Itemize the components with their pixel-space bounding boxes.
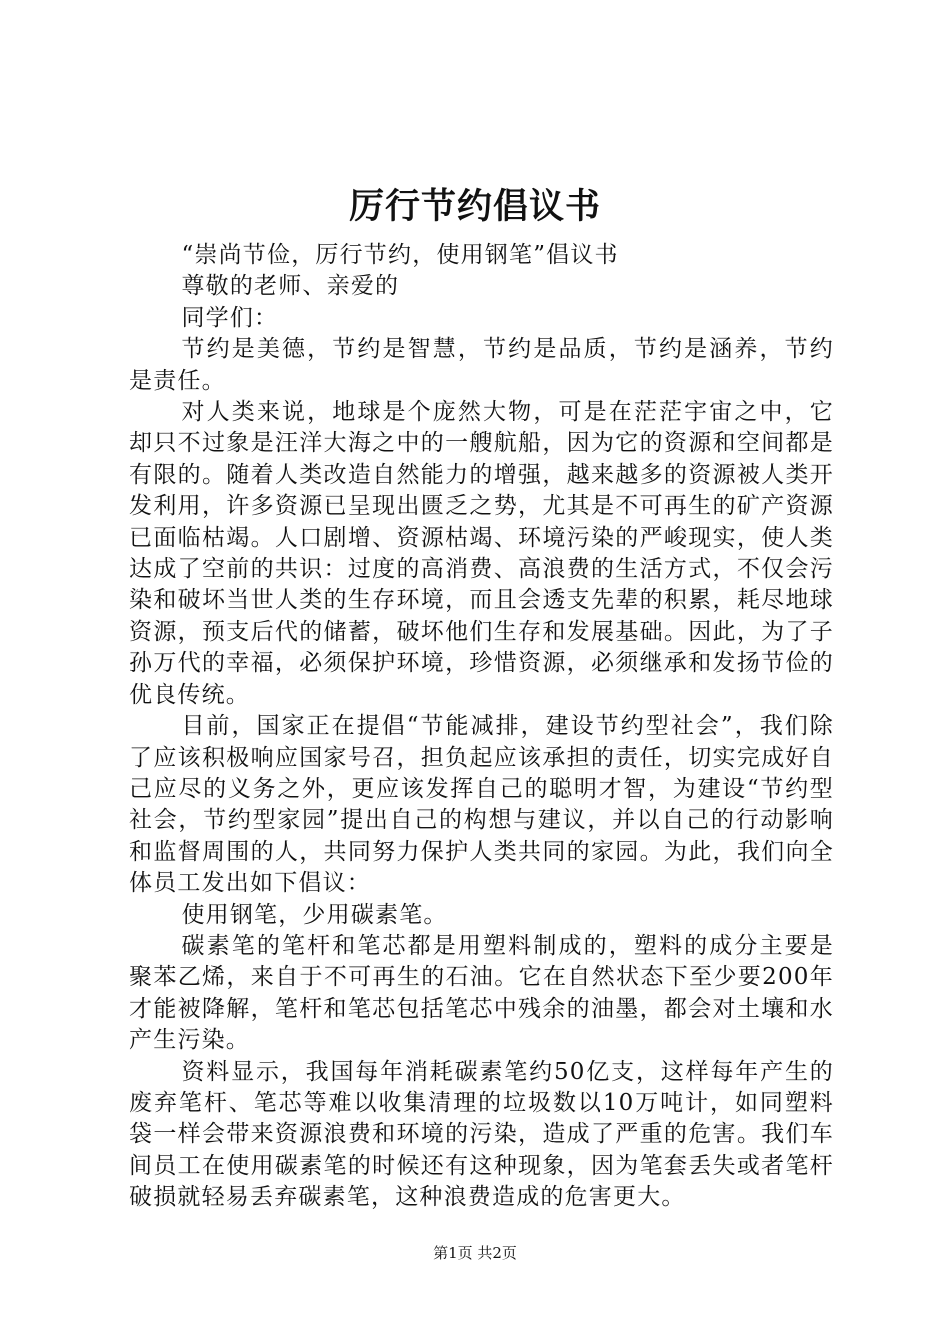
paragraph-carbon-pen-material: 碳素笔的笔杆和笔芯都是用塑料制成的，塑料的成分主要是聚苯乙烯，来自于不可再生的石油。它在自然状态下至少要200年才能被降解，笔杆和笔芯包括笔芯中残余的油墨，都会对土壤和水产生污染。	[129, 932, 834, 1054]
paragraph-salutation-1: 尊敬的老师、亲爱的	[181, 273, 400, 300]
paragraph-heading-line: “崇尚节俭，厉行节约，使用钢笔”倡议书	[181, 242, 619, 268]
paragraph-national-call: 目前，国家正在提倡“节能减排，建设节约型社会”，我们除了应该积极响应国家号召，担负起应该承担的责任，切实完成好自己应尽的义务之外，更应该发挥自己的聪明才智，为建设“节约型社会，节约型家园”提出自己的构想与建议，并以自己的行动影响和监督周围的人，共同努力保护人类共同的家园。为此，我们向全体员工发出如下倡议：	[129, 713, 834, 897]
document-title: 厉行节约倡议书	[348, 187, 601, 227]
page-footer: 第1页 共2页	[433, 1244, 517, 1262]
paragraph-virtue: 节约是美德，节约是智慧，节约是品质，节约是涵养，节约是责任。	[129, 336, 834, 394]
paragraph-earth-resources: 对人类来说，地球是个庞然大物，可是在茫茫宇宙之中，它却只不过象是汪洋大海之中的一艘航船，因为它的资源和空间都是有限的。随着人类改造自然能力的增强，越来越多的资源被人类开发利用，许多资源已呈现出匮乏之势，尤其是不可再生的矿产资源已面临枯竭。人口剧增、资源枯竭、环境污染的严峻现实，使人类达成了空前的共识：过度的高消费、高浪费的生活方式，不仅会污染和破坏当世人类的生存环境，而且会透支先辈的积累，耗尽地球资源，预支后代的储蓄，破坏他们生存和发展基础。因此，为了子孙万代的幸福，必须保护环境，珍惜资源，必须继承和发扬节俭的优良传统。	[129, 399, 834, 708]
document-body	[129, 240, 834, 1214]
paragraph-salutation-2: 同学们：	[181, 304, 279, 331]
paragraph-use-fountain-pen: 使用钢笔，少用碳素笔。	[181, 901, 448, 928]
paragraph-statistics: 资料显示，我国每年消耗碳素笔约50亿支，这样每年产生的废弃笔杆、笔芯等难以收集清理的垃圾数以10万吨计，如同塑料袋一样会带来资源浪费和环境的污染，造成了严重的危害。我们车间员工在使用碳素笔的时候还有这种现象，因为笔套丢失或者笔杆破损就轻易丢弃碳素笔，这种浪费造成的危害更大。	[129, 1058, 834, 1211]
